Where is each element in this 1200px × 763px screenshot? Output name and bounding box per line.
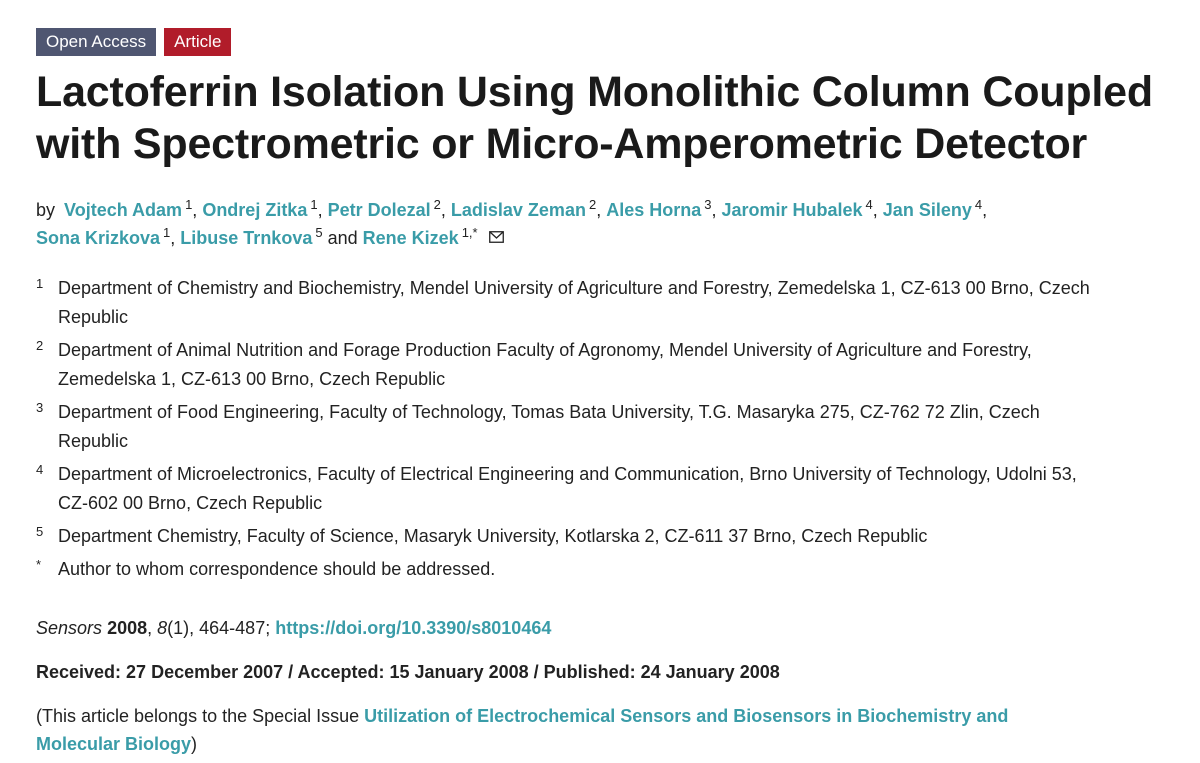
author-link[interactable]: Vojtech Adam — [64, 200, 183, 220]
affiliation-item — [36, 460, 1164, 518]
affiliation-text: Department of Microelectronics, Faculty of Electrical Engineering and Communication, Brno University of Technology, Udolni 53, CZ-602 00 Brno, Czech Republic — [58, 464, 1077, 513]
affiliation-item — [36, 398, 1164, 456]
publication-year: 2008 — [107, 618, 148, 638]
affiliation-text: Department Chemistry, Faculty of Science, Masaryk University, Kotlarska 2, CZ-611 37 Brno, Czech Republic — [58, 526, 928, 546]
author-entry — [327, 197, 441, 220]
affiliation-item — [36, 522, 1164, 551]
author-link[interactable]: Jan Sileny — [882, 200, 972, 220]
author-entry — [362, 225, 478, 248]
correspondence-note — [36, 555, 1164, 584]
affiliation-item — [36, 274, 1164, 332]
issue-pages: (1), 464-487; — [167, 618, 271, 638]
envelope-icon[interactable] — [489, 223, 504, 251]
article-type-badge[interactable]: Article — [164, 28, 231, 56]
author-affiliation-ref: 4 — [974, 197, 983, 212]
affiliation-text: Department of Food Engineering, Faculty of Technology, Tomas Bata University, T.G. Masaryka 275, CZ-762 72 Zlin, Czech Republic — [58, 402, 1040, 451]
author-link[interactable]: Jaromir Hubalek — [721, 200, 863, 220]
open-access-badge[interactable]: Open Access — [36, 28, 156, 56]
author-entry — [721, 197, 873, 220]
author-affiliation-ref: 2 — [588, 197, 597, 212]
author-entry — [450, 197, 597, 220]
article-title — [36, 66, 1164, 170]
author-link[interactable]: Petr Dolezal — [327, 200, 431, 220]
author-entry — [64, 197, 193, 220]
special-issue-link[interactable]: Utilization of Electrochemical Sensors and Biosensors in Biochemistry and Molecular Biology — [36, 706, 1009, 754]
author-entry — [606, 197, 712, 220]
author-entry — [36, 225, 171, 248]
citation-line: Sensors 2008, 8(1), 464-487; https://doi.org/10.3390/s8010464 — [36, 618, 552, 638]
article-title-line-1: Lactoferrin Isolation Using Monolithic Column Coupled — [36, 68, 1153, 116]
author-link[interactable]: Sona Krizkova — [36, 228, 161, 248]
author-entry — [882, 197, 983, 220]
author-affiliation-ref: 3 — [704, 197, 712, 212]
author-entry — [180, 225, 323, 248]
affiliation-text: Department of Chemistry and Biochemistry, Mendel University of Agriculture and Forestry, Zemedelska 1, CZ-613 00 Brno, Czech Republic — [58, 278, 1090, 327]
author-affiliation-ref: 2 — [433, 197, 441, 212]
special-issue-suffix: ) — [191, 734, 198, 754]
affiliation-text: Department of Animal Nutrition and Forage Production Faculty of Agronomy, Mendel University of Agriculture and Forestry, Zemedelska 1, CZ-613 00 Brno, Czech Republic — [58, 340, 1032, 389]
affiliation-number: 5 — [36, 524, 44, 539]
affiliation-list — [36, 274, 1164, 584]
special-issue-note — [36, 702, 1164, 758]
author-link[interactable]: Rene Kizek — [362, 228, 459, 248]
author-link[interactable]: Ondrej Zitka — [202, 200, 308, 220]
badges — [36, 28, 1164, 56]
affiliation-number: 4 — [36, 462, 44, 477]
doi-link[interactable]: https://doi.org/10.3390/s8010464 — [275, 618, 552, 638]
byline-and: and — [327, 228, 358, 248]
author-link[interactable]: Libuse Trnkova — [180, 228, 313, 248]
author-affiliation-ref: 1 — [163, 225, 171, 240]
author-list: by Vojtech Adam $^1$, Ondrej Zitka $^1$, Petr Dolezal $^2$, Ladislav Zeman $^2$, Ales Horna $^3$, Jaromir Hubalek $^4$, Jan Sileny $^4$, Sona Krizkova $^1$, Libuse Trnkova $^5$ and Rene Kizek $^{1,*}$ — [36, 196, 1164, 252]
author-link[interactable]: Ales Horna — [606, 200, 702, 220]
author-link[interactable]: Ladislav Zeman — [450, 200, 586, 220]
affiliation-number: 1 — [36, 276, 44, 291]
publication-dates: Received: 27 December 2007 / Accepted: 15 January 2008 / Published: 24 January 2008 — [36, 662, 780, 682]
correspondence-marker: * — [36, 557, 42, 572]
journal-name: Sensors — [36, 618, 103, 638]
volume-number: 8 — [157, 618, 168, 638]
affiliation-number: 2 — [36, 338, 44, 353]
byline-prefix: by — [36, 200, 56, 220]
author-affiliation-ref: 1,* — [461, 225, 478, 240]
author-affiliation-ref: 4 — [865, 197, 873, 212]
author-affiliation-ref: 1 — [185, 197, 193, 212]
special-issue-prefix: (This article belongs to the Special Issue — [36, 706, 365, 726]
author-entry — [202, 197, 318, 220]
author-affiliation-ref: 1 — [310, 197, 318, 212]
affiliation-item — [36, 336, 1164, 394]
author-affiliation-ref: 5 — [315, 225, 323, 240]
article-title-line-2: with Spectrometric or Micro-Amperometric Detector — [36, 120, 1088, 168]
affiliation-number: 3 — [36, 400, 44, 415]
correspondence-text: Author to whom correspondence should be addressed. — [58, 559, 496, 579]
